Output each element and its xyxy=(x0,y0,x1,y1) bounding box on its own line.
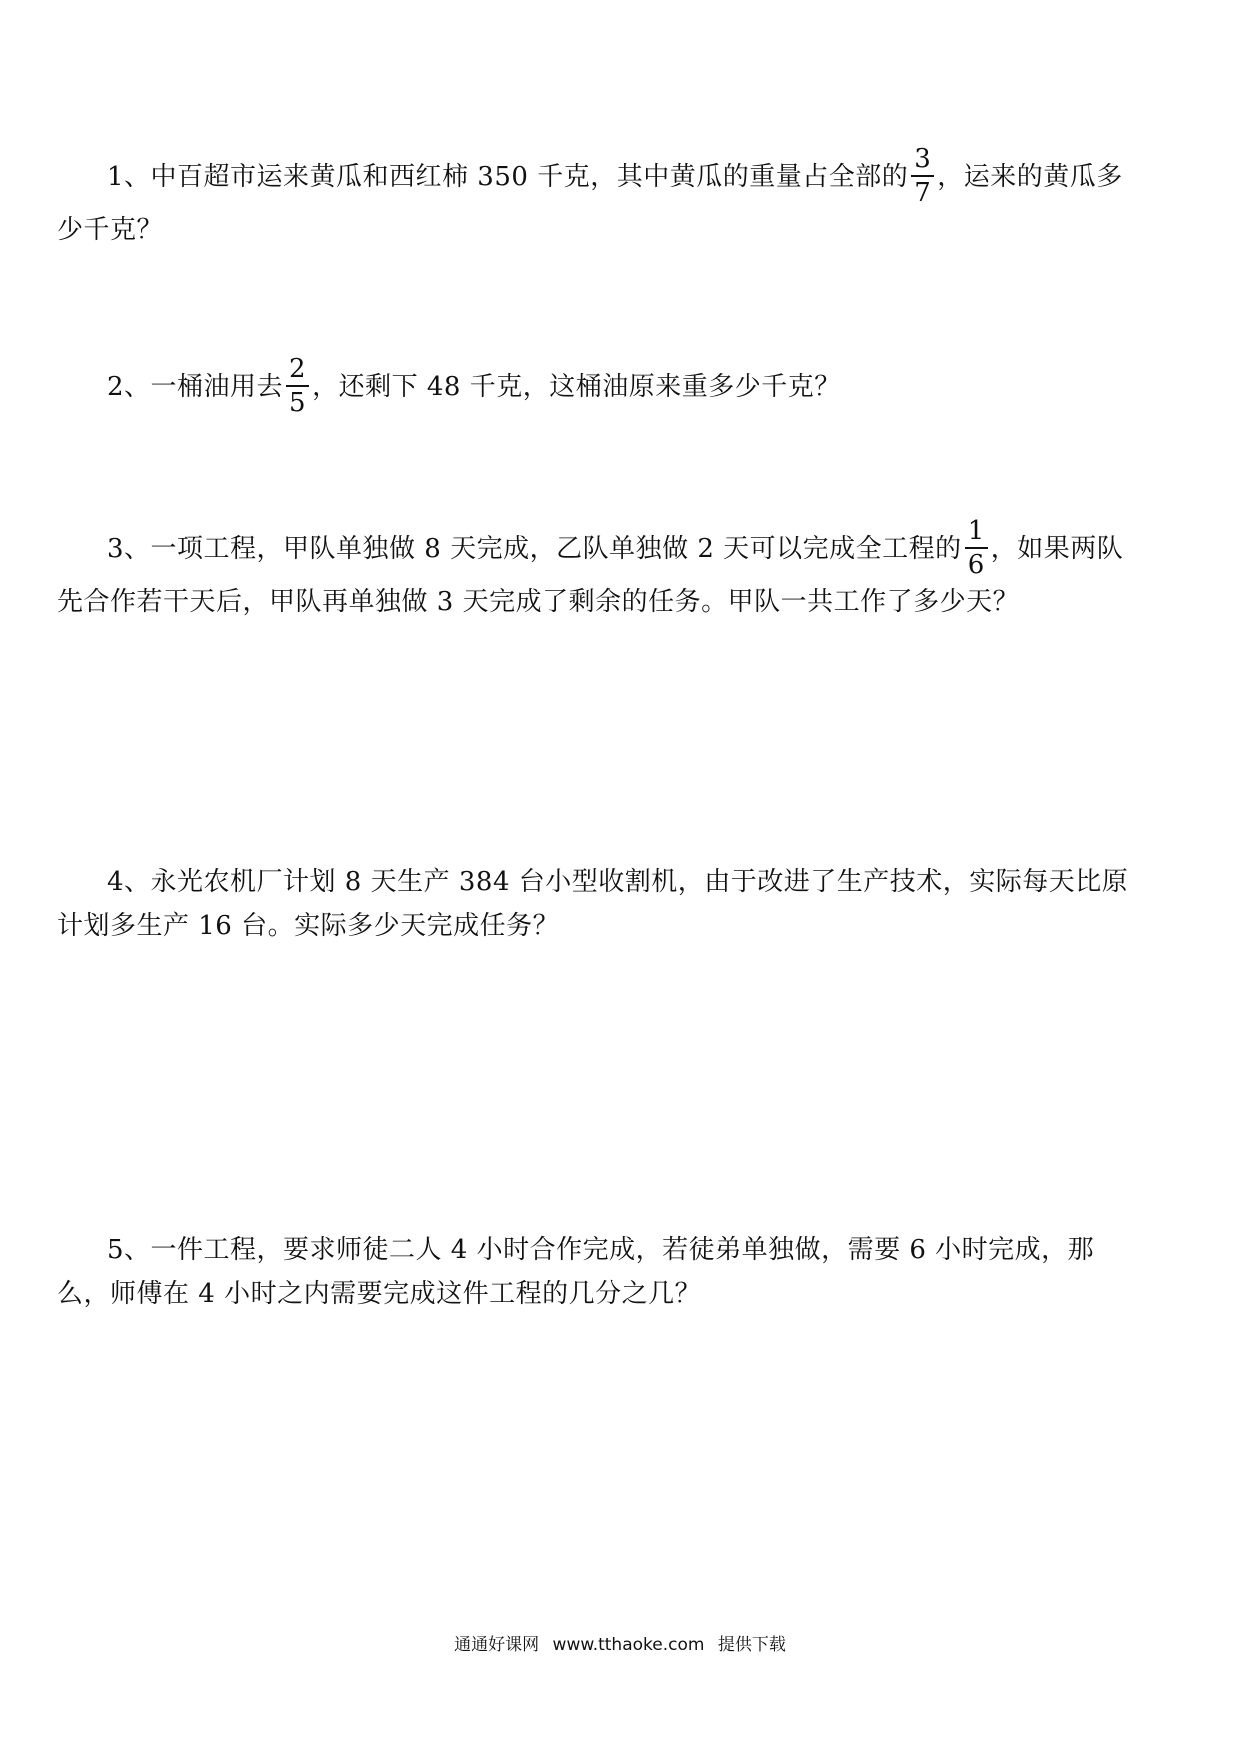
problem-3-text-after: ，如果两队先合作若干天后，甲队再单独做 3 天完成了剩余的任务。甲队一共工作了多少天？ xyxy=(57,534,1124,617)
problem-2-text-after: ，还剩下 48 千克，这桶油原来重多少千克？ xyxy=(312,372,841,402)
problem-2 xyxy=(57,354,1147,418)
footer-suffix: 提供下载 xyxy=(717,1635,786,1655)
problem-5-text: 5、一件工程，要求师徒二人 4 小时合作完成，若徒弟单独做，需要 6 小时完成，那么，师傅在 4 小时之内需要完成这件工程的几分之几？ xyxy=(57,1235,1095,1309)
fraction-denominator: 6 xyxy=(967,550,985,580)
problem-4 xyxy=(57,860,1147,948)
page-footer xyxy=(0,1630,1240,1655)
fraction-numerator: 3 xyxy=(911,146,934,177)
fraction-denominator: 5 xyxy=(289,388,307,418)
problem-1-text-after: ，运来的黄瓜多少千克？ xyxy=(57,162,1123,245)
fraction-1-6 xyxy=(965,518,988,578)
fraction-numerator: 2 xyxy=(286,356,309,387)
problem-1 xyxy=(57,144,1147,252)
problem-5 xyxy=(57,1228,1147,1316)
fraction-denominator: 7 xyxy=(914,178,932,208)
problem-1-text-before: 1、中百超市运来黄瓜和西红柿 350 千克，其中黄瓜的重量占全部的 xyxy=(107,162,909,192)
problem-4-text: 4、永光农机厂计划 8 天生产 384 台小型收割机，由于改进了生产技术，实际每天比原计划多生产 16 台。实际多少天完成任务？ xyxy=(57,867,1129,941)
problem-3-text-before: 3、一项工程，甲队单独做 8 天完成，乙队单独做 2 天可以完成全工程的 xyxy=(107,534,962,564)
fraction-3-7 xyxy=(911,146,934,206)
fraction-numerator: 1 xyxy=(965,518,988,549)
problem-3 xyxy=(57,516,1147,624)
footer-site-name: 通通好课网 xyxy=(454,1635,540,1655)
fraction-2-5 xyxy=(286,356,309,416)
footer-url: www.tthaoke.com xyxy=(552,1635,705,1655)
problem-2-text-before: 2、一桶油用去 xyxy=(107,372,284,402)
